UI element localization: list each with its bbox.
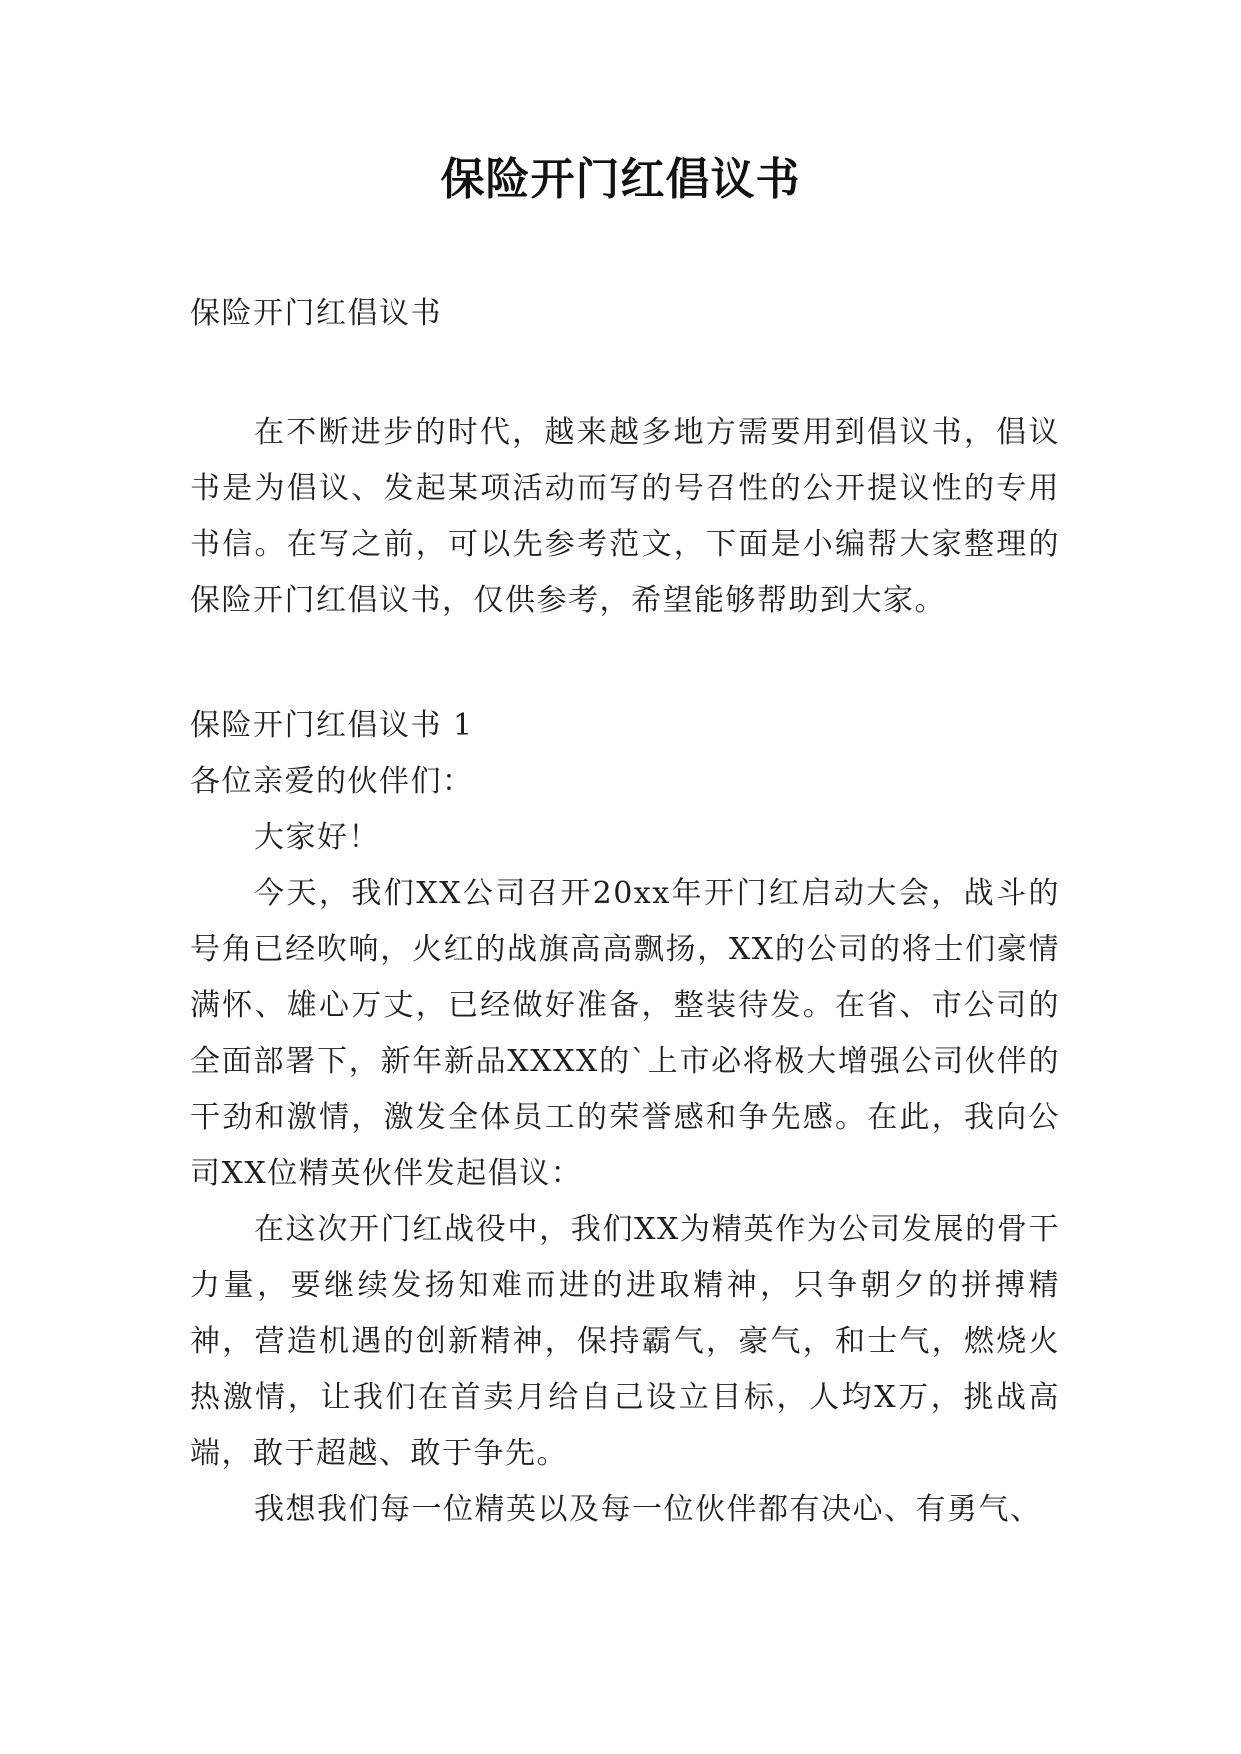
- subtitle-text: 保险开门红倡议书: [190, 296, 442, 331]
- document-title: 保险开门红倡议书: [440, 154, 801, 205]
- document-subtitle: [190, 286, 1060, 342]
- section-1: [190, 698, 1060, 1538]
- salutation: 各位亲爱的伙伴们：: [190, 764, 474, 799]
- greeting: 大家好！: [254, 820, 380, 855]
- intro-paragraph: 在不断进步的时代，越来越多地方需要用到倡议书，倡议书是为倡议、发起某项活动而写的号召性的公开提议性的专用书信。在写之前，可以先参考范文，下面是小编帮大家整理的保险开门红倡议书，仅供参考，希望能够帮助到大家。: [190, 415, 1060, 618]
- body-paragraph: 我想我们每一位精英以及每一位伙伴都有决心、有勇气、: [254, 1492, 1042, 1527]
- section-heading: 保险开门红倡议书 1: [190, 708, 474, 743]
- body-paragraph: 今天，我们XX公司召开20xx年开门红启动大会，战斗的号角已经吹响，火红的战旗高高飘扬，XX的公司的将士们豪情满怀、雄心万丈，已经做好准备，整装待发。在省、市公司的全面部署下，新年新品XXXX的`上市必将极大增强公司伙伴的干劲和激情，激发全体员工的荣誉感和争先感。在此，我向公司XX位精英伙伴发起倡议：: [190, 876, 1060, 1191]
- intro-block: [190, 405, 1060, 629]
- body-paragraph: 在这次开门红战役中，我们XX为精英作为公司发展的骨干力量，要继续发扬知难而进的进取精神，只争朝夕的拼搏精神，营造机遇的创新精神，保持霸气，豪气，和士气，燃烧火热激情，让我们在首卖月给自己设立目标，人均X万，挑战高端，敢于超越、敢于争先。: [190, 1212, 1060, 1471]
